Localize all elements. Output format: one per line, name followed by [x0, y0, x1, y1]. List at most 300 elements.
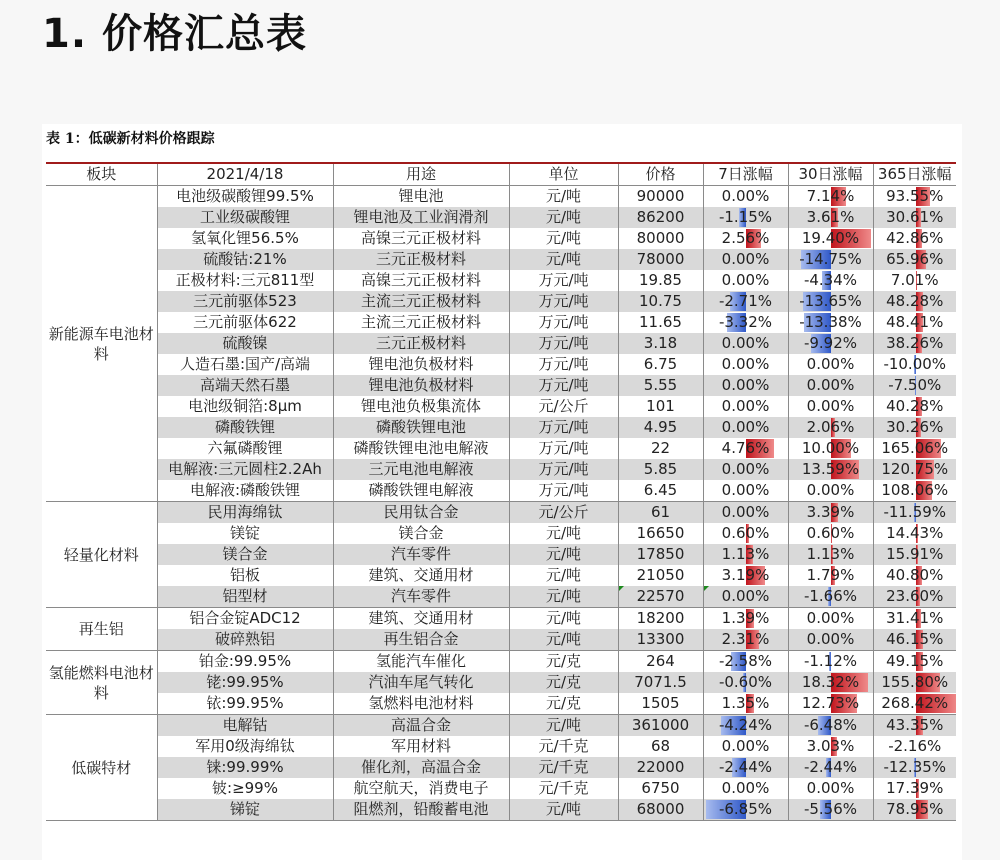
price-value [618, 186, 703, 208]
change-value: 0.00% [721, 460, 770, 478]
change-365d [873, 693, 956, 715]
change-value: 0.00% [806, 481, 855, 499]
product-name: 磷酸铁锂 [157, 417, 333, 438]
change-30d [788, 459, 873, 480]
change-7d [703, 565, 788, 586]
price-unit: 元/吨 [509, 249, 618, 270]
change-7d [703, 312, 788, 333]
product-name: 电解钴 [157, 715, 333, 737]
change-value: -12.35% [883, 758, 947, 776]
change-value: -6.48% [803, 716, 858, 734]
price-unit: 元/克 [509, 672, 618, 693]
price-unit: 元/千克 [509, 778, 618, 799]
table-row [46, 715, 956, 737]
change-value: 0.60% [721, 524, 770, 542]
price-text: 78000 [636, 250, 685, 268]
change-365d [873, 502, 956, 524]
header-price: 价格 [618, 163, 703, 186]
change-value: 40.80% [886, 566, 944, 584]
price-unit: 元/吨 [509, 799, 618, 821]
change-365d [873, 396, 956, 417]
change-value: 7.14% [806, 187, 855, 205]
price-text: 21050 [636, 566, 685, 584]
product-name: 六氟磷酸锂 [157, 438, 333, 459]
change-value: -5.56% [803, 800, 858, 818]
price-value [618, 333, 703, 354]
change-value: 19.40% [801, 229, 860, 247]
change-value: 1.13% [721, 545, 770, 563]
price-value [618, 778, 703, 799]
price-value [618, 375, 703, 396]
price-value [618, 565, 703, 586]
change-365d [873, 629, 956, 651]
change-365d [873, 459, 956, 480]
price-unit: 元/吨 [509, 608, 618, 630]
change-30d [788, 693, 873, 715]
price-value [618, 459, 703, 480]
product-use: 航空航天，消费电子 [333, 778, 509, 799]
change-365d [873, 291, 956, 312]
price-unit: 元/千克 [509, 757, 618, 778]
change-30d [788, 270, 873, 291]
change-value: 0.00% [806, 376, 855, 394]
product-use: 汽油车尾气转化 [333, 672, 509, 693]
change-30d [788, 565, 873, 586]
change-value: 155.80% [881, 673, 949, 691]
group-name: 轻量化材料 [46, 502, 157, 608]
table-header-row [46, 163, 956, 186]
header-use: 用途 [333, 163, 509, 186]
product-use: 主流三元正极材料 [333, 291, 509, 312]
change-value: 268.42% [881, 694, 949, 712]
header-365d-change: 365日涨幅 [873, 163, 956, 186]
change-value: 1.39% [721, 609, 770, 627]
product-name: 铍:≥99% [157, 778, 333, 799]
change-7d [703, 736, 788, 757]
change-365d [873, 757, 956, 778]
change-value: 0.00% [721, 587, 770, 605]
change-value: -9.92% [803, 334, 858, 352]
price-text: 361000 [631, 716, 690, 734]
product-name: 工业级碳酸锂 [157, 207, 333, 228]
change-value: 49.15% [886, 652, 944, 670]
change-30d [788, 757, 873, 778]
change-7d [703, 544, 788, 565]
price-unit: 元/公斤 [509, 502, 618, 524]
change-value: 13.59% [801, 460, 860, 478]
product-name: 铂金:99.95% [157, 651, 333, 673]
table-row [46, 396, 956, 417]
change-value: 0.00% [721, 503, 770, 521]
change-value: 0.00% [806, 609, 855, 627]
change-365d [873, 354, 956, 375]
change-30d [788, 778, 873, 799]
change-7d [703, 651, 788, 673]
product-name: 铑:99.95% [157, 672, 333, 693]
product-name: 三元前驱体622 [157, 312, 333, 333]
change-value: 0.00% [721, 271, 770, 289]
table-row [46, 228, 956, 249]
change-value: -13.38% [799, 313, 862, 331]
price-unit: 万元/吨 [509, 312, 618, 333]
change-value: 31.41% [886, 609, 944, 627]
change-30d [788, 186, 873, 208]
price-unit: 万元/吨 [509, 417, 618, 438]
change-value: -2.16% [888, 737, 942, 755]
change-7d [703, 375, 788, 396]
change-value: -1.12% [803, 652, 858, 670]
change-value: 10.00% [801, 439, 860, 457]
change-30d [788, 715, 873, 737]
table-row [46, 480, 956, 502]
price-text: 6.45 [643, 481, 678, 499]
change-30d [788, 586, 873, 608]
product-name: 民用海绵钛 [157, 502, 333, 524]
table-row [46, 291, 956, 312]
change-30d [788, 629, 873, 651]
price-value [618, 270, 703, 291]
price-unit: 元/吨 [509, 629, 618, 651]
table-row [46, 799, 956, 821]
product-use: 锂电池及工业润滑剂 [333, 207, 509, 228]
change-365d [873, 312, 956, 333]
change-7d [703, 417, 788, 438]
price-value [618, 312, 703, 333]
product-use: 汽车零件 [333, 544, 509, 565]
change-value: -2.71% [718, 292, 773, 310]
price-table [46, 162, 956, 821]
change-365d [873, 333, 956, 354]
price-value [618, 736, 703, 757]
product-use: 高温合金 [333, 715, 509, 737]
product-use: 高镍三元正极材料 [333, 270, 509, 291]
change-value: 1.35% [721, 694, 770, 712]
price-value [618, 417, 703, 438]
change-365d [873, 778, 956, 799]
change-value: 30.26% [886, 418, 944, 436]
change-7d [703, 608, 788, 630]
table-row [46, 736, 956, 757]
change-7d [703, 523, 788, 544]
change-30d [788, 523, 873, 544]
change-30d [788, 438, 873, 459]
price-value [618, 586, 703, 608]
price-value [618, 480, 703, 502]
change-value: 4.76% [721, 439, 770, 457]
change-7d [703, 629, 788, 651]
product-use: 磷酸铁锂电解液 [333, 480, 509, 502]
product-name: 破碎熟铝 [157, 629, 333, 651]
table-row [46, 270, 956, 291]
change-value: 18.32% [801, 673, 860, 691]
change-365d [873, 375, 956, 396]
group-name: 再生铝 [46, 608, 157, 651]
price-text: 80000 [636, 229, 685, 247]
change-30d [788, 799, 873, 821]
product-use: 磷酸铁锂电池电解液 [333, 438, 509, 459]
change-365d [873, 186, 956, 208]
change-7d [703, 333, 788, 354]
change-7d [703, 778, 788, 799]
change-value: 0.00% [721, 737, 770, 755]
price-text: 22 [650, 439, 671, 457]
change-30d [788, 480, 873, 502]
change-value: -3.32% [718, 313, 773, 331]
change-value: 0.00% [721, 397, 770, 415]
table-row [46, 312, 956, 333]
change-value: 14.43% [886, 524, 944, 542]
product-use: 三元正极材料 [333, 333, 509, 354]
change-value: -2.58% [718, 652, 773, 670]
change-365d [873, 207, 956, 228]
change-365d [873, 736, 956, 757]
product-name: 正极材料:三元811型 [157, 270, 333, 291]
cell-flag-icon [619, 586, 624, 591]
table-row [46, 757, 956, 778]
price-text: 61 [650, 503, 671, 521]
change-value: 48.28% [886, 292, 944, 310]
price-value [618, 608, 703, 630]
product-name: 军用0级海绵钛 [157, 736, 333, 757]
change-value: -11.59% [883, 503, 947, 521]
product-name: 铱:99.95% [157, 693, 333, 715]
table-row [46, 438, 956, 459]
page-title: 1. 价格汇总表 [42, 11, 307, 57]
change-value: 78.95% [886, 800, 944, 818]
price-unit: 元/克 [509, 651, 618, 673]
price-value [618, 207, 703, 228]
product-use: 高镍三元正极材料 [333, 228, 509, 249]
change-7d [703, 207, 788, 228]
change-value: -2.44% [803, 758, 858, 776]
price-text: 101 [646, 397, 675, 415]
product-use: 三元电池电解液 [333, 459, 509, 480]
price-text: 3.18 [643, 334, 678, 352]
change-7d [703, 757, 788, 778]
product-use: 三元正极材料 [333, 249, 509, 270]
price-text: 264 [646, 652, 675, 670]
change-30d [788, 375, 873, 396]
change-value: 3.03% [806, 737, 855, 755]
price-text: 7071.5 [634, 673, 687, 691]
change-value: 0.00% [721, 779, 770, 797]
change-30d [788, 502, 873, 524]
change-value: 0.00% [806, 779, 855, 797]
change-value: 23.60% [886, 587, 944, 605]
change-value: 12.73% [801, 694, 860, 712]
change-value: -13.65% [799, 292, 862, 310]
price-value [618, 544, 703, 565]
table-row [46, 417, 956, 438]
product-name: 高端天然石墨 [157, 375, 333, 396]
change-30d [788, 354, 873, 375]
change-30d [788, 544, 873, 565]
change-value: -14.75% [799, 250, 862, 268]
price-unit: 元/吨 [509, 207, 618, 228]
change-365d [873, 672, 956, 693]
change-value: 0.60% [806, 524, 855, 542]
price-text: 4.95 [643, 418, 678, 436]
change-365d [873, 438, 956, 459]
price-text: 17850 [636, 545, 685, 563]
product-name: 铼:99.99% [157, 757, 333, 778]
price-text: 5.55 [643, 376, 678, 394]
price-text: 13300 [636, 630, 685, 648]
product-use: 建筑、交通用材 [333, 608, 509, 630]
price-unit: 万元/吨 [509, 291, 618, 312]
change-value: -4.34% [803, 271, 858, 289]
change-value: 0.00% [721, 418, 770, 436]
change-value: 65.96% [886, 250, 944, 268]
product-use: 镁合金 [333, 523, 509, 544]
change-30d [788, 207, 873, 228]
change-365d [873, 586, 956, 608]
table-row [46, 249, 956, 270]
header-30d-change: 30日涨幅 [788, 163, 873, 186]
product-name: 电解液:三元圆柱2.2Ah [157, 459, 333, 480]
change-value: 3.61% [806, 208, 855, 226]
change-value: -1.15% [718, 208, 773, 226]
price-value [618, 502, 703, 524]
change-7d [703, 270, 788, 291]
table-row [46, 186, 956, 208]
price-text: 68000 [636, 800, 685, 818]
price-unit: 万元/吨 [509, 354, 618, 375]
price-value [618, 228, 703, 249]
price-text: 6750 [641, 779, 680, 797]
product-use: 磷酸铁锂电池 [333, 417, 509, 438]
price-text: 16650 [636, 524, 685, 542]
product-name: 人造石墨:国产/高端 [157, 354, 333, 375]
change-value: 42.86% [886, 229, 944, 247]
change-365d [873, 544, 956, 565]
change-value: 0.00% [721, 250, 770, 268]
change-7d [703, 502, 788, 524]
table-row [46, 354, 956, 375]
change-7d [703, 396, 788, 417]
price-unit: 元/吨 [509, 586, 618, 608]
price-value [618, 396, 703, 417]
table-row [46, 651, 956, 673]
product-name: 氢氧化锂56.5% [157, 228, 333, 249]
change-value: 0.00% [721, 376, 770, 394]
change-7d [703, 438, 788, 459]
change-value: -10.00% [883, 355, 947, 373]
price-value [618, 249, 703, 270]
change-7d [703, 228, 788, 249]
change-value: 108.06% [881, 481, 949, 499]
change-365d [873, 270, 956, 291]
change-value: 40.28% [886, 397, 944, 415]
change-value: 0.00% [806, 397, 855, 415]
change-30d [788, 417, 873, 438]
product-name: 锑锭 [157, 799, 333, 821]
change-365d [873, 565, 956, 586]
table-row [46, 586, 956, 608]
product-name: 铝合金锭ADC12 [157, 608, 333, 630]
change-value: 2.06% [806, 418, 855, 436]
product-use: 锂电池负极材料 [333, 354, 509, 375]
product-use: 锂电池负极材料 [333, 375, 509, 396]
change-value: 46.15% [886, 630, 944, 648]
price-value [618, 438, 703, 459]
change-365d [873, 608, 956, 630]
change-7d [703, 291, 788, 312]
change-value: 15.91% [886, 545, 944, 563]
product-name: 铝型材 [157, 586, 333, 608]
product-use: 主流三元正极材料 [333, 312, 509, 333]
price-value [618, 651, 703, 673]
product-name: 硫酸镍 [157, 333, 333, 354]
table-row [46, 565, 956, 586]
price-unit: 元/吨 [509, 544, 618, 565]
change-value: 1.13% [806, 545, 855, 563]
change-30d [788, 291, 873, 312]
change-value: 2.31% [721, 630, 770, 648]
change-30d [788, 312, 873, 333]
header-7d-change: 7日涨幅 [703, 163, 788, 186]
change-7d [703, 799, 788, 821]
price-unit: 元/吨 [509, 228, 618, 249]
change-value: 30.61% [886, 208, 944, 226]
price-value [618, 799, 703, 821]
table-row [46, 333, 956, 354]
change-7d [703, 249, 788, 270]
change-value: 17.39% [886, 779, 944, 797]
change-365d [873, 799, 956, 821]
table-row [46, 608, 956, 630]
product-use: 氢燃料电池材料 [333, 693, 509, 715]
product-use: 催化剂，高温合金 [333, 757, 509, 778]
change-value: 1.79% [806, 566, 855, 584]
price-text: 90000 [636, 187, 685, 205]
change-7d [703, 672, 788, 693]
product-use: 氢能汽车催化 [333, 651, 509, 673]
price-unit: 元/吨 [509, 715, 618, 737]
change-365d [873, 480, 956, 502]
price-value [618, 629, 703, 651]
change-30d [788, 396, 873, 417]
change-7d [703, 459, 788, 480]
table-row [46, 672, 956, 693]
change-value: 43.35% [886, 716, 944, 734]
price-unit: 元/吨 [509, 186, 618, 208]
price-unit: 万元/吨 [509, 375, 618, 396]
product-use: 建筑、交通用材 [333, 565, 509, 586]
product-use: 锂电池 [333, 186, 509, 208]
change-value: 93.55% [886, 187, 944, 205]
product-use: 锂电池负极集流体 [333, 396, 509, 417]
price-value [618, 757, 703, 778]
table-row [46, 207, 956, 228]
change-365d [873, 417, 956, 438]
change-value: -4.24% [718, 716, 773, 734]
change-value: 3.39% [806, 503, 855, 521]
change-value: 0.00% [806, 630, 855, 648]
change-365d [873, 249, 956, 270]
change-value: 120.75% [881, 460, 949, 478]
table-caption: 表 1：低碳新材料价格跟踪 [46, 131, 215, 147]
product-use: 军用材料 [333, 736, 509, 757]
price-value [618, 693, 703, 715]
change-value: -6.85% [718, 800, 773, 818]
change-7d [703, 693, 788, 715]
change-value: -2.44% [718, 758, 773, 776]
price-unit: 元/吨 [509, 523, 618, 544]
price-value [618, 291, 703, 312]
price-unit: 元/克 [509, 693, 618, 715]
price-text: 68 [650, 737, 671, 755]
